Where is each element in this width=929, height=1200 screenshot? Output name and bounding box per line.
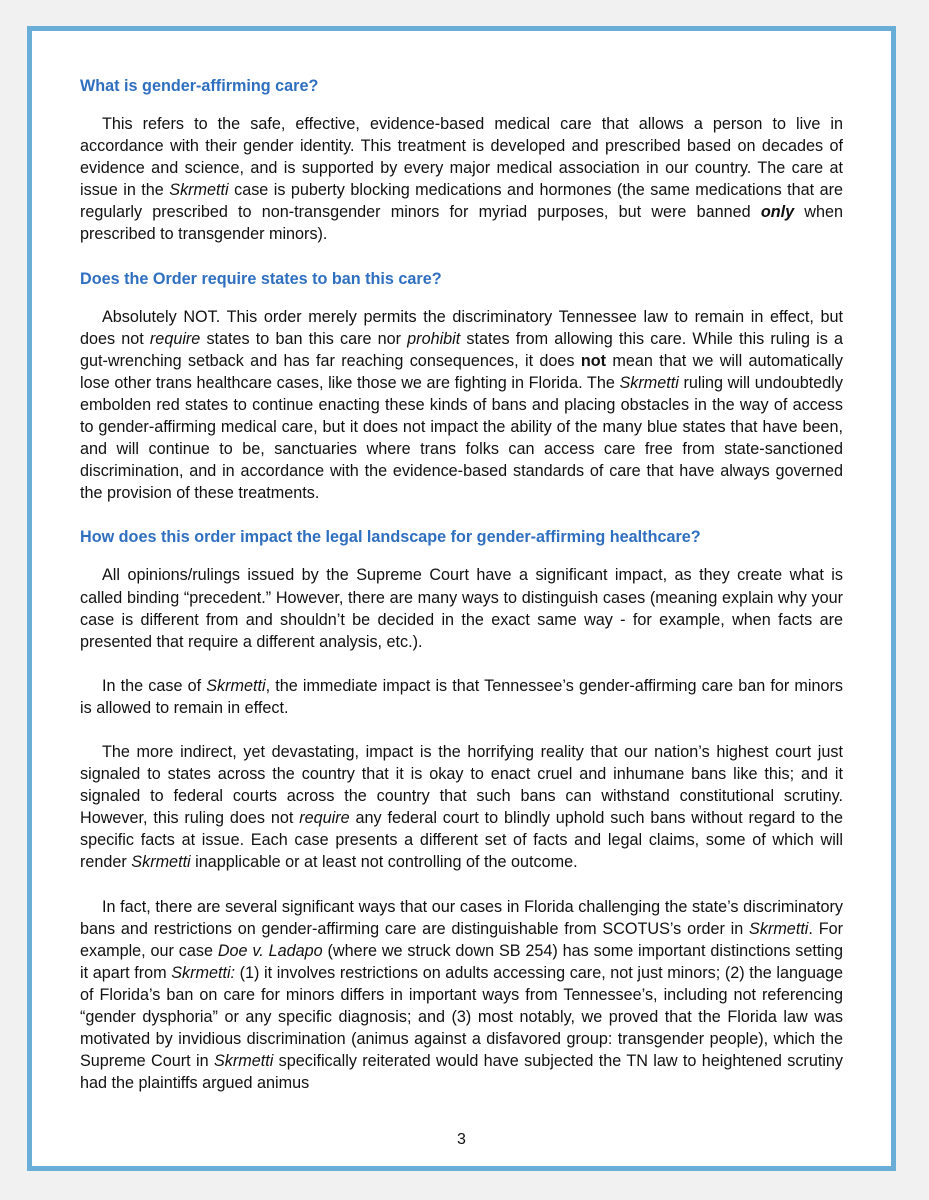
text-run: Skrmetti: [131, 853, 191, 872]
text-run: require: [299, 809, 350, 828]
text-run: Skrmetti: [206, 676, 266, 695]
text-run: Skrmetti:: [171, 963, 236, 982]
text-run: when prescribed to transgender minors).: [80, 203, 843, 244]
text-run: Skrmetti: [213, 1052, 274, 1071]
document-page: [27, 26, 896, 1171]
text-run: prohibit: [407, 329, 461, 348]
text-run: require: [149, 329, 201, 348]
text-run: specifically reiterated would have subjected the TN law to heightened scrutiny had the plaintiffs argued animus: [80, 1052, 844, 1093]
text-run: In the case of: [102, 676, 207, 695]
text-run: Skrmetti: [169, 181, 229, 200]
text-run: All opinions/rulings issued by the Supreme Court have a significant impact, as they create what is called binding “precedent.” However, there are many ways to distinguish cases (meaning explain why your case is different from and shouldn’t be decided in the exact same way - for example, when facts are presented that require a different analysis, etc.).: [80, 566, 843, 651]
text-run: Doe v. Ladapo: [217, 941, 323, 960]
text-run: Skrmetti: [619, 373, 679, 392]
text-run: mean that we will automatically lose other trans healthcare cases, like those we are fighting in Florida. The: [80, 351, 843, 392]
text-run: Absolutely NOT. This order merely permits the discriminatory Tennessee law to remain in effect, but does not: [80, 307, 843, 348]
heading-order-require-ban: Does the Order require states to ban this care?: [80, 269, 442, 288]
document-body: [80, 75, 843, 1094]
text-run: , the immediate impact is that Tennessee’s gender-affirming care ban for minors is allowed to remain in effect.: [80, 676, 843, 717]
text-run: inapplicable or at least not controlling of the outcome.: [190, 853, 578, 872]
paragraph: [80, 113, 843, 246]
text-run: states from allowing this care. While this ruling is a gut-wrenching setback and has far reaching consequences, it does: [80, 329, 843, 370]
paragraph: [80, 306, 843, 505]
text-run: case is puberty blocking medications and hormones (the same medications that are regularly prescribed to non-transgender minors for myriad purposes, but were banned: [80, 181, 843, 222]
text-run: In fact, there are several significant ways that our cases in Florida challenging the state’s discriminatory bans and restrictions on gender-affirming care are distinguishable from SCOTUS’s order in: [80, 897, 843, 938]
text-run: This refers to the safe, effective, evidence-based medical care that allows a person to live in accordance with their gender identity. This treatment is developed and prescribed based on decades of evidence and science, and is supported by every major medical association in our country. The care at issue in the: [80, 115, 843, 200]
text-run: The more indirect, yet devastating, impact is the horrifying reality that our nation’s highest court just signaled to states across the country that it is okay to enact cruel and inhumane bans like this; and it signaled to federal courts across the country that such bans can withstand constitutional scrutiny. However, this ruling does not: [80, 742, 843, 828]
paragraph: [80, 896, 843, 1095]
text-run: (1) it involves restrictions on adults accessing care, not just minors; (2) the language of Florida’s ban on care for minors differs in important ways from Tennessee’s, including not referencing “gender dysphoria” or any specific diagnosis; and (3) most notably, we proved that the Florida law was motivated by invidious discrimination (animus against a disfavored group: transgender people), which the Supreme Court in: [80, 963, 843, 1071]
text-run: . For example, our case: [80, 919, 843, 960]
text-run: any federal court to blindly uphold such bans without regard to the specific facts at issue. Each case presents a different set of facts and legal claims, some of which will render: [80, 809, 843, 872]
heading-what-is-gac: What is gender-affirming care?: [80, 77, 319, 95]
paragraph: [80, 741, 843, 874]
page-number: 3: [457, 1131, 466, 1148]
paragraph: [80, 675, 843, 719]
text-run: (where we struck down SB 254) has some important distinctions setting it apart from: [80, 941, 844, 982]
text-run: ruling will undoubtedly embolden red states to continue enacting these kinds of bans and placing obstacles in the way of access to gender-affirming medical care, but it does not impact the ability of the many blue states that have been, and will continue to be, sanctuaries where trans folks can access care free from state-sanctioned discrimination, and in accordance with the evidence-based standards of care that have always governed the provision of these treatments.: [80, 373, 843, 503]
text-run: not: [580, 351, 607, 370]
heading-legal-landscape: How does this order impact the legal landscape for gender-affirming healthcare?: [80, 528, 701, 547]
text-run: states to ban this care nor: [200, 329, 408, 348]
text-run: only: [760, 203, 795, 222]
text-run: Skrmetti: [749, 919, 809, 938]
paragraph: [80, 564, 843, 652]
